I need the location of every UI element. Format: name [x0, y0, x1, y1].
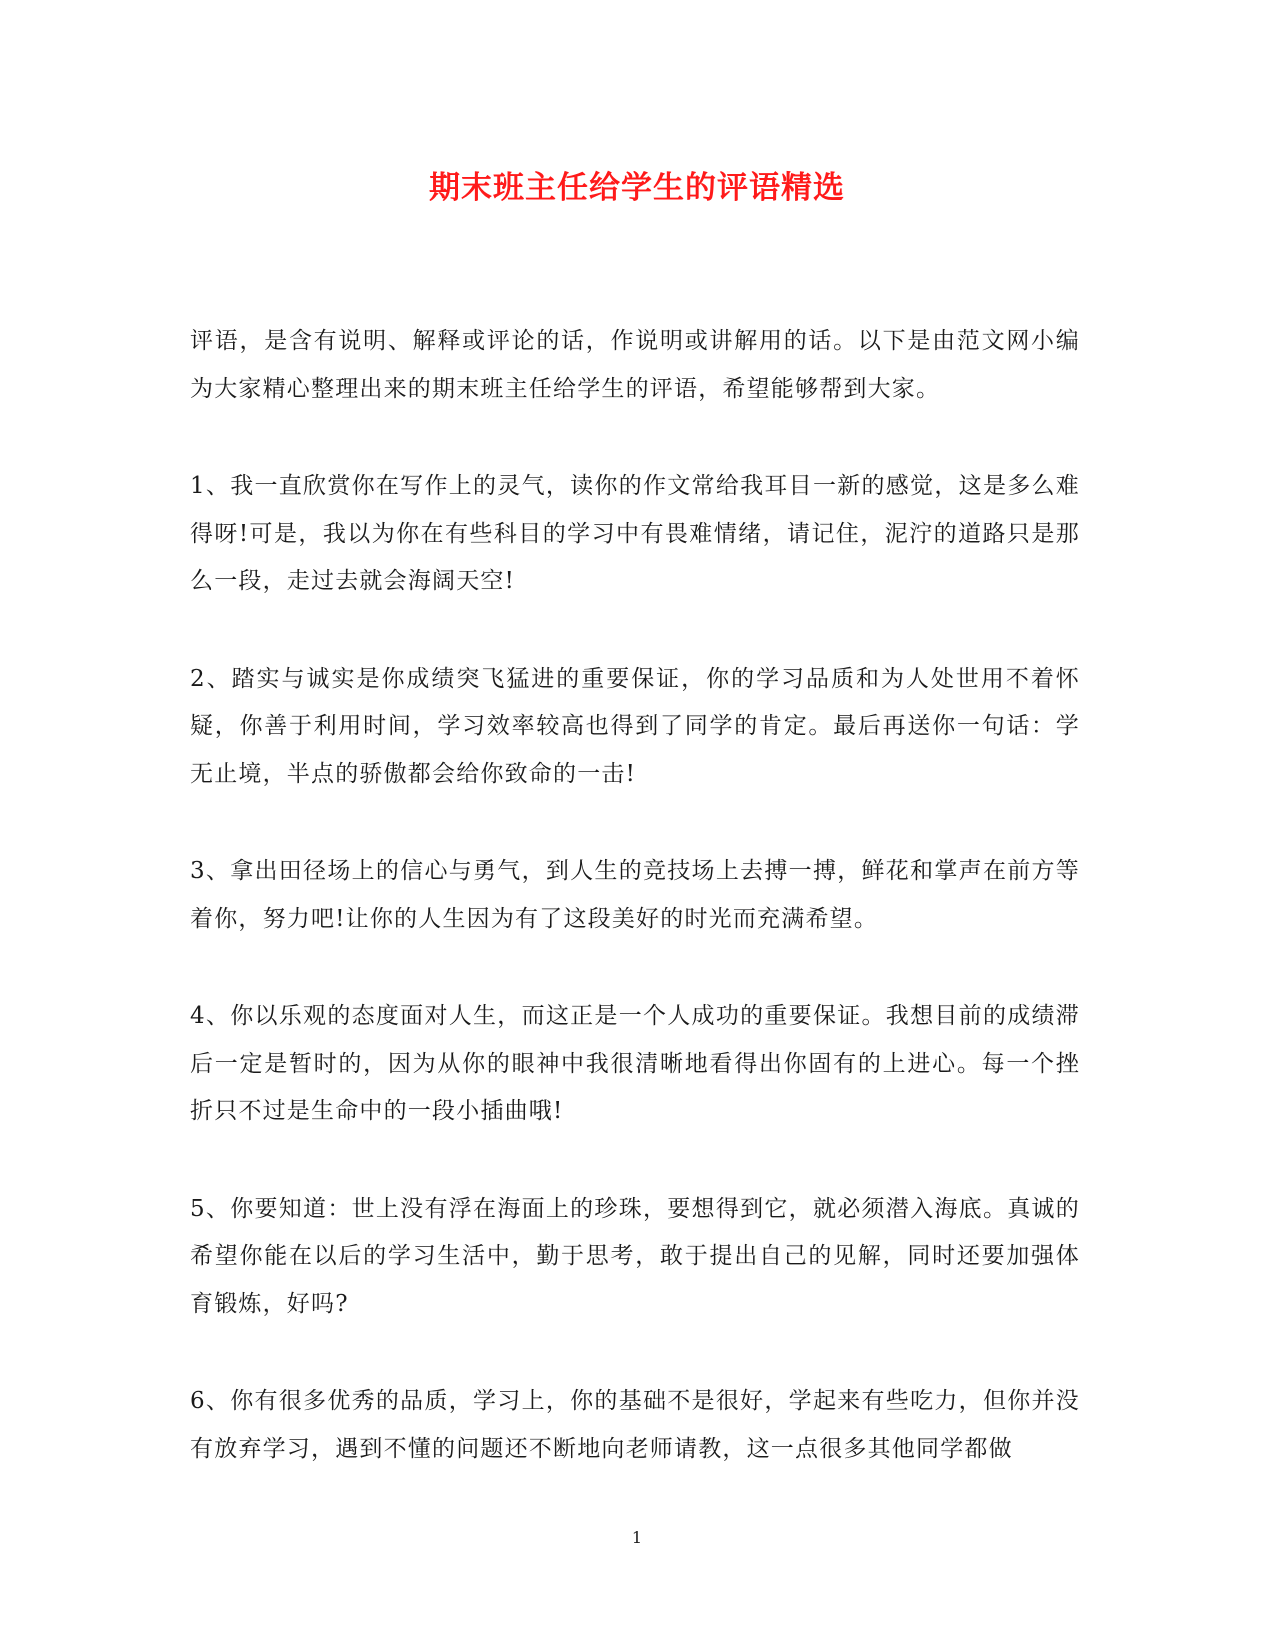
page-number: 1: [631, 1528, 643, 1547]
comment-paragraph-1: 1、我一直欣赏你在写作上的灵气，读你的作文常给我耳目一新的感觉，这是多么难得呀!可是，我以为你在有些科目的学习中有畏难情绪，请记住，泥泞的道路只是那么一段，走过去就会海阔天空!: [190, 473, 1080, 594]
comment-paragraph-3: 3、拿出田径场上的信心与勇气，到人生的竞技场上去搏一搏，鲜花和掌声在前方等着你，努力吧!让你的人生因为有了这段美好的时光而充满希望。: [190, 858, 1080, 932]
comment-paragraph-2: 2、踏实与诚实是你成绩突飞猛进的重要保证，你的学习品质和为人处世用不着怀疑，你善于利用时间，学习效率较高也得到了同学的肯定。最后再送你一句话：学无止境，半点的骄傲都会给你致命的一击!: [190, 665, 1080, 787]
intro-paragraph: 评语，是含有说明、解释或评论的话，作说明或讲解用的话。以下是由范文网小编为大家精心整理出来的期末班主任给学生的评语，希望能够帮到大家。: [190, 328, 1080, 402]
comment-paragraph-6: 6、你有很多优秀的品质，学习上，你的基础不是很好，学起来有些吃力，但你并没有放弃学习，遇到不懂的问题还不断地向老师请教，这一点很多其他同学都做: [190, 1388, 1080, 1462]
comment-paragraph-5: 5、你要知道：世上没有浮在海面上的珍珠，要想得到它，就必须潜入海底。真诚的希望你能在以后的学习生活中，勤于思考，敢于提出自己的见解，同时还要加强体育锻炼，好吗?: [190, 1195, 1080, 1317]
document-body: [190, 318, 1080, 1523]
comment-paragraph-4: 4、你以乐观的态度面对人生，而这正是一个人成功的重要保证。我想目前的成绩滞后一定是暂时的，因为从你的眼神中我很清晰地看得出你固有的上进心。每一个挫折只不过是生命中的一段小插曲哦!: [190, 1003, 1080, 1124]
document-title: 期末班主任给学生的评语精选: [429, 170, 845, 206]
